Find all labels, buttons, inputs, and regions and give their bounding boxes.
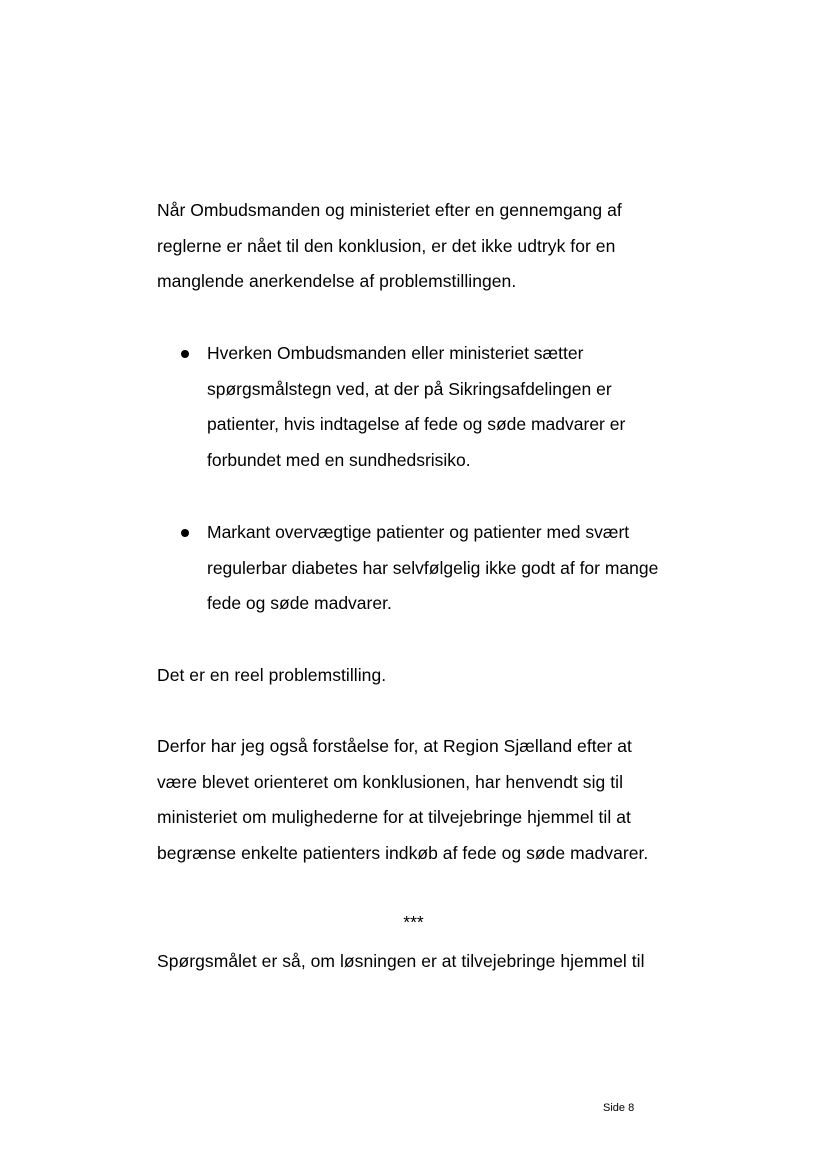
paragraph-line: ministeriet om mulighederne for at tilvejebringe hjemmel til at bbox=[157, 807, 631, 828]
bullet-line: patienter, hvis indtagelse af fede og søde madvarer er bbox=[207, 414, 626, 435]
paragraph-question bbox=[157, 944, 677, 980]
paragraph-line: Spørgsmålet er så, om løsningen er at tilvejebringe hjemmel til bbox=[157, 951, 645, 971]
bullet-icon bbox=[181, 529, 189, 537]
paragraph-line: manglende anerkendelse af problemstillingen. bbox=[157, 271, 517, 292]
paragraph-line: Når Ombudsmanden og ministeriet efter en gennemgang af bbox=[157, 200, 622, 220]
bullet-line: Hverken Ombudsmanden eller ministeriet sætter bbox=[207, 343, 584, 363]
paragraph-region bbox=[157, 729, 677, 872]
bullet-line: forbundet med en sundhedsrisiko. bbox=[207, 450, 471, 471]
paragraph-line: reglerne er nået til den konklusion, er det ikke udtryk for en bbox=[157, 235, 616, 256]
bullet-text bbox=[207, 336, 625, 479]
paragraph-line: begrænse enkelte patienters indkøb af fede og søde madvarer. bbox=[157, 843, 649, 864]
bullet-icon bbox=[181, 350, 189, 358]
section-separator: *** bbox=[403, 912, 424, 932]
paragraph-intro bbox=[157, 193, 677, 300]
page-number: Side 8 bbox=[603, 1102, 635, 1114]
bullet-line: Markant overvægtige patienter og patienter med svært bbox=[207, 522, 630, 542]
bullet-line: fede og søde madvarer. bbox=[207, 593, 392, 614]
paragraph-line: Det er en reel problemstilling. bbox=[157, 665, 387, 685]
paragraph-line: Derfor har jeg også forståelse for, at Region Sjælland efter at bbox=[157, 736, 632, 756]
bullet-line: regulerbar diabetes har selvfølgelig ikke godt af for mange bbox=[207, 557, 659, 578]
bullet-line: spørgsmålstegn ved, at der på Sikringsafdelingen er bbox=[207, 378, 612, 399]
paragraph-line: være blevet orienteret om konklusionen, har henvendt sig til bbox=[157, 771, 624, 792]
paragraph-statement bbox=[157, 658, 677, 694]
bullet-text bbox=[207, 515, 658, 622]
